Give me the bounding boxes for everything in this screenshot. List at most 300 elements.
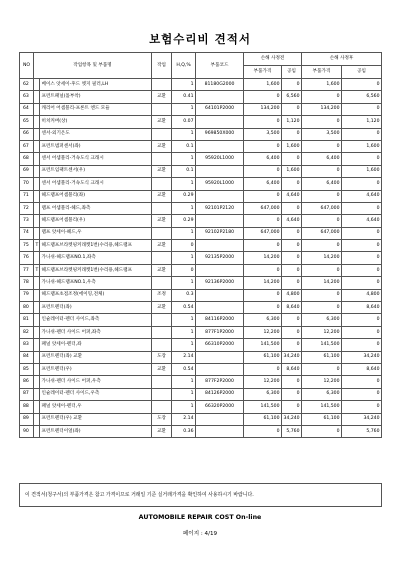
row-part-price-after: 1,600 bbox=[302, 79, 342, 91]
row-part-code: 877F2P2000 bbox=[196, 376, 244, 388]
row-part-price-after: 0 bbox=[302, 190, 342, 202]
row-no: 70 bbox=[20, 178, 34, 190]
header-labor-after: 공임 bbox=[342, 66, 382, 79]
table-row bbox=[20, 351, 382, 363]
row-part-price-after: 6,300 bbox=[302, 388, 342, 400]
table-row bbox=[20, 326, 382, 338]
row-labor-before: 4,640 bbox=[282, 215, 302, 227]
row-part-code: 92102P2180 bbox=[196, 227, 244, 239]
row-no: 81 bbox=[20, 314, 34, 326]
row-item: 히치커버(상) bbox=[40, 116, 152, 128]
row-work: 교환 bbox=[152, 302, 172, 314]
row-hq: 2.14 bbox=[172, 351, 196, 363]
row-labor-after: 0 bbox=[342, 401, 382, 413]
row-labor-before: 0 bbox=[282, 252, 302, 264]
row-hq: 1 bbox=[172, 339, 196, 351]
row-labor-before: 0 bbox=[282, 240, 302, 252]
table-row bbox=[20, 227, 382, 239]
row-labor-after: 0 bbox=[342, 388, 382, 400]
table-row bbox=[20, 264, 382, 276]
row-part-code bbox=[196, 240, 244, 252]
row-labor-before: 8,640 bbox=[282, 363, 302, 375]
row-part-code: 64101P2000 bbox=[196, 103, 244, 115]
header-item: 작업항목 및 부품명 bbox=[34, 53, 152, 79]
row-part-price-after: 61,100 bbox=[302, 351, 342, 363]
row-item: 가니쉬-펜더 사이드 어퍼,우측 bbox=[40, 376, 152, 388]
row-part-price-after: 12,200 bbox=[302, 376, 342, 388]
row-work bbox=[152, 388, 172, 400]
row-part-code bbox=[196, 413, 244, 425]
row-part-price-before: 6,300 bbox=[244, 314, 282, 326]
row-work: 도장 bbox=[152, 351, 172, 363]
row-part-code bbox=[196, 289, 244, 301]
row-item: 센서 어셈블리-거속도식 크래시 bbox=[40, 178, 152, 190]
row-hq: 1 bbox=[172, 227, 196, 239]
row-part-price-after: 0 bbox=[302, 240, 342, 252]
row-item: 헤드램프초점조정(에이밍,전체) bbox=[40, 289, 152, 301]
row-part-price-after: 12,200 bbox=[302, 326, 342, 338]
row-no: 85 bbox=[20, 363, 34, 375]
row-part-price-after: 0 bbox=[302, 302, 342, 314]
row-part-price-after: 3,500 bbox=[302, 128, 342, 140]
row-part-price-before: 0 bbox=[244, 190, 282, 202]
row-part-price-after: 61,100 bbox=[302, 413, 342, 425]
row-part-price-before: 0 bbox=[244, 240, 282, 252]
row-no: 77 bbox=[20, 264, 34, 276]
row-no: 84 bbox=[20, 351, 34, 363]
row-no: 66 bbox=[20, 128, 34, 140]
row-labor-before: 0 bbox=[282, 388, 302, 400]
table-row bbox=[20, 339, 382, 351]
row-part-code: 66310P2000 bbox=[196, 339, 244, 351]
row-no: 90 bbox=[20, 425, 34, 437]
row-part-price-before: 0 bbox=[244, 264, 282, 276]
row-item: 베이스 앗세이-후드 엣지 필러,LH bbox=[40, 79, 152, 91]
row-part-price-before: 0 bbox=[244, 91, 282, 103]
row-labor-before: 0 bbox=[282, 227, 302, 239]
row-labor-after: 4,640 bbox=[342, 190, 382, 202]
row-part-code: 66320P2000 bbox=[196, 401, 244, 413]
row-item: 헤드램프브라켓핑커래캣1번(수리용,헤드램프 bbox=[40, 264, 152, 276]
table-row bbox=[20, 165, 382, 177]
row-hq: 2.14 bbox=[172, 413, 196, 425]
row-labor-before: 4,640 bbox=[282, 190, 302, 202]
row-part-price-before: 0 bbox=[244, 425, 282, 437]
row-part-price-after: 0 bbox=[302, 215, 342, 227]
row-part-code bbox=[196, 302, 244, 314]
table-row bbox=[20, 91, 382, 103]
row-hq: 1 bbox=[172, 376, 196, 388]
price-notice: 이 견적서(청구서)의 부품가격은 참고 가격이므로 거래일 기준 실거래가격을 확인하여 사용하시기 바랍니다. bbox=[19, 483, 382, 507]
estimate-table-container bbox=[19, 52, 381, 438]
row-labor-after: 0 bbox=[342, 339, 382, 351]
row-item: 가니쉬-펜더 사이드 어퍼,좌측 bbox=[40, 326, 152, 338]
header-part-code: 부품코드 bbox=[196, 53, 244, 79]
row-work bbox=[152, 128, 172, 140]
row-part-price-before: 12,200 bbox=[244, 376, 282, 388]
row-labor-after: 0 bbox=[342, 227, 382, 239]
row-part-price-after: 141,500 bbox=[302, 339, 342, 351]
estimate-table bbox=[19, 52, 382, 438]
row-part-code: 84126P2000 bbox=[196, 388, 244, 400]
row-work bbox=[152, 401, 172, 413]
row-part-price-before: 141,500 bbox=[244, 339, 282, 351]
row-labor-before: 1,120 bbox=[282, 116, 302, 128]
row-no: 72 bbox=[20, 202, 34, 214]
header-part-price-after: 부품가격 bbox=[302, 66, 342, 79]
row-item: 헤드램프어셈블리(좌) bbox=[40, 190, 152, 202]
row-labor-after: 0 bbox=[342, 202, 382, 214]
header-part-price-before: 부품가격 bbox=[244, 66, 282, 79]
row-work bbox=[152, 252, 172, 264]
row-hq: 0.3 bbox=[172, 289, 196, 301]
table-row bbox=[20, 277, 382, 289]
row-part-price-after: 0 bbox=[302, 264, 342, 276]
row-labor-after: 0 bbox=[342, 252, 382, 264]
row-part-price-before: 14,200 bbox=[244, 277, 282, 289]
row-item: 프런트펜더(우) 교환 bbox=[40, 413, 152, 425]
footer-title: AUTOMOBILE REPAIR COST On-line bbox=[138, 514, 262, 521]
row-item: 프런트임팩트센서(우) bbox=[40, 165, 152, 177]
row-no: 71 bbox=[20, 190, 34, 202]
row-part-code: 877F1P2000 bbox=[196, 326, 244, 338]
row-hq: 1 bbox=[172, 252, 196, 264]
row-part-price-after: 6,300 bbox=[302, 314, 342, 326]
row-part-code bbox=[196, 116, 244, 128]
row-part-price-after: 0 bbox=[302, 140, 342, 152]
row-labor-before: 6,560 bbox=[282, 91, 302, 103]
row-labor-after: 1,120 bbox=[342, 116, 382, 128]
row-part-price-before: 61,100 bbox=[244, 413, 282, 425]
row-part-price-before: 14,200 bbox=[244, 252, 282, 264]
row-work bbox=[152, 79, 172, 91]
table-row bbox=[20, 388, 382, 400]
table-row bbox=[20, 202, 382, 214]
row-part-price-after: 0 bbox=[302, 289, 342, 301]
row-part-price-before: 6,400 bbox=[244, 153, 282, 165]
row-hq: 1 bbox=[172, 401, 196, 413]
table-row bbox=[20, 103, 382, 115]
row-item: 인슐레이터-펜더 사이드,좌측 bbox=[40, 314, 152, 326]
row-work bbox=[152, 277, 172, 289]
table-row bbox=[20, 376, 382, 388]
row-part-price-before: 647,000 bbox=[244, 227, 282, 239]
row-part-code: 92135P2000 bbox=[196, 252, 244, 264]
header-labor-before: 공임 bbox=[282, 66, 302, 79]
row-no: 79 bbox=[20, 289, 34, 301]
header-hq: H,Q,% bbox=[172, 53, 196, 79]
row-labor-before: 0 bbox=[282, 128, 302, 140]
table-row bbox=[20, 116, 382, 128]
row-work bbox=[152, 202, 172, 214]
row-labor-after: 34,240 bbox=[342, 351, 382, 363]
row-part-price-after: 0 bbox=[302, 116, 342, 128]
row-part-price-before: 0 bbox=[244, 363, 282, 375]
row-item: 램프 앗세이-헤드,우 bbox=[40, 227, 152, 239]
row-part-code bbox=[196, 165, 244, 177]
row-no: 73 bbox=[20, 215, 34, 227]
table-row bbox=[20, 314, 382, 326]
row-no: 80 bbox=[20, 302, 34, 314]
row-work bbox=[152, 376, 172, 388]
row-labor-before: 34,240 bbox=[282, 413, 302, 425]
row-work: 교환 bbox=[152, 215, 172, 227]
row-item: 가니쉬-헤드램프NO.1,우측 bbox=[40, 277, 152, 289]
row-work: 교환 bbox=[152, 91, 172, 103]
row-no: 64 bbox=[20, 103, 34, 115]
row-labor-after: 5,760 bbox=[342, 425, 382, 437]
row-work: 조정 bbox=[152, 289, 172, 301]
row-work bbox=[152, 178, 172, 190]
row-work: 교환 bbox=[152, 240, 172, 252]
row-part-price-after: 0 bbox=[302, 363, 342, 375]
row-work: 교환 bbox=[152, 264, 172, 276]
row-part-code bbox=[196, 264, 244, 276]
row-hq: 1 bbox=[172, 128, 196, 140]
row-labor-before: 5,760 bbox=[282, 425, 302, 437]
row-part-price-after: 0 bbox=[302, 91, 342, 103]
row-labor-before: 0 bbox=[282, 401, 302, 413]
row-no: 76 bbox=[20, 252, 34, 264]
table-body bbox=[20, 79, 382, 438]
row-no: 83 bbox=[20, 339, 34, 351]
row-part-price-after: 0 bbox=[302, 425, 342, 437]
row-no: 62 bbox=[20, 79, 34, 91]
row-no: 78 bbox=[20, 277, 34, 289]
row-hq: 1 bbox=[172, 314, 196, 326]
header-no: NO bbox=[20, 53, 34, 79]
row-labor-before: 0 bbox=[282, 79, 302, 91]
row-item: 헤드램프어셈블리(우) bbox=[40, 215, 152, 227]
row-hq: 1 bbox=[172, 202, 196, 214]
row-labor-after: 4,800 bbox=[342, 289, 382, 301]
table-row bbox=[20, 240, 382, 252]
row-labor-before: 0 bbox=[282, 153, 302, 165]
row-part-price-before: 6,400 bbox=[244, 178, 282, 190]
row-part-price-after: 0 bbox=[302, 165, 342, 177]
page-number: 페이지 : 4/19 bbox=[182, 531, 218, 537]
table-row bbox=[20, 140, 382, 152]
header-before-assessment: 손해 사정전 bbox=[244, 53, 302, 66]
row-labor-after: 0 bbox=[342, 178, 382, 190]
row-labor-before: 0 bbox=[282, 339, 302, 351]
table-row bbox=[20, 190, 382, 202]
row-hq: 0.1 bbox=[172, 165, 196, 177]
row-part-price-before: 1,600 bbox=[244, 79, 282, 91]
row-work bbox=[152, 314, 172, 326]
row-labor-before: 0 bbox=[282, 277, 302, 289]
row-item: 프런트펜더(좌) 교환 bbox=[40, 351, 152, 363]
row-part-code: 95920L1000 bbox=[196, 153, 244, 165]
row-work: 교환 bbox=[152, 425, 172, 437]
row-work: 도장 bbox=[152, 413, 172, 425]
row-labor-before: 34,240 bbox=[282, 351, 302, 363]
row-part-code: 84116P2000 bbox=[196, 314, 244, 326]
row-hq: 1 bbox=[172, 326, 196, 338]
row-item: 센서-외기온도 bbox=[40, 128, 152, 140]
row-part-code bbox=[196, 91, 244, 103]
row-part-price-before: 0 bbox=[244, 215, 282, 227]
row-labor-after: 34,240 bbox=[342, 413, 382, 425]
row-labor-before: 0 bbox=[282, 178, 302, 190]
row-part-price-before: 3,500 bbox=[244, 128, 282, 140]
row-labor-before: 0 bbox=[282, 202, 302, 214]
row-item: 프런트펜더이얼(좌) bbox=[40, 425, 152, 437]
row-work: 교환 bbox=[152, 190, 172, 202]
row-part-code: 92136P2000 bbox=[196, 277, 244, 289]
row-hq: 0 bbox=[172, 264, 196, 276]
row-no: 74 bbox=[20, 227, 34, 239]
row-hq: 1 bbox=[172, 178, 196, 190]
row-work bbox=[152, 326, 172, 338]
row-work bbox=[152, 227, 172, 239]
table-row bbox=[20, 289, 382, 301]
row-part-code bbox=[196, 425, 244, 437]
row-part-price-before: 647,000 bbox=[244, 202, 282, 214]
row-hq: 0.07 bbox=[172, 116, 196, 128]
row-no: 65 bbox=[20, 116, 34, 128]
row-part-code: 81180G2000 bbox=[196, 79, 244, 91]
row-item: 패널 앗세이-펜더,좌 bbox=[40, 339, 152, 351]
row-labor-after: 0 bbox=[342, 153, 382, 165]
row-no: 75 bbox=[20, 240, 34, 252]
row-labor-before: 0 bbox=[282, 314, 302, 326]
row-work: 교환 bbox=[152, 140, 172, 152]
row-hq: 0.1 bbox=[172, 140, 196, 152]
row-item: 프런트펜더(좌) bbox=[40, 302, 152, 314]
row-part-price-after: 14,200 bbox=[302, 277, 342, 289]
header-work: 작업 bbox=[152, 53, 172, 79]
row-item: 프런트범퍼센서(좌) bbox=[40, 140, 152, 152]
header-after-assessment: 손해 사정후 bbox=[302, 53, 382, 66]
table-row bbox=[20, 128, 382, 140]
row-part-price-after: 14,200 bbox=[302, 252, 342, 264]
row-part-price-before: 6,300 bbox=[244, 388, 282, 400]
row-work: 교환 bbox=[152, 363, 172, 375]
row-work bbox=[152, 339, 172, 351]
row-labor-after: 1,600 bbox=[342, 165, 382, 177]
row-mark: T bbox=[34, 240, 40, 252]
row-labor-after: 4,640 bbox=[342, 215, 382, 227]
row-labor-before: 1,600 bbox=[282, 140, 302, 152]
row-part-code: 95920L1000 bbox=[196, 178, 244, 190]
row-labor-before: 4,800 bbox=[282, 289, 302, 301]
row-no: 88 bbox=[20, 401, 34, 413]
row-hq: 0 bbox=[172, 240, 196, 252]
row-hq: 0.36 bbox=[172, 425, 196, 437]
table-row bbox=[20, 153, 382, 165]
row-labor-before: 1,600 bbox=[282, 165, 302, 177]
row-part-code: 969850X000 bbox=[196, 128, 244, 140]
table-row bbox=[20, 302, 382, 314]
row-part-price-before: 0 bbox=[244, 165, 282, 177]
row-labor-after: 8,640 bbox=[342, 363, 382, 375]
row-part-code bbox=[196, 215, 244, 227]
row-no: 86 bbox=[20, 376, 34, 388]
row-part-price-after: 6,400 bbox=[302, 153, 342, 165]
table-row bbox=[20, 363, 382, 375]
row-part-price-before: 134,200 bbox=[244, 103, 282, 115]
row-no: 87 bbox=[20, 388, 34, 400]
row-hq: 0.54 bbox=[172, 363, 196, 375]
row-labor-after: 6,560 bbox=[342, 91, 382, 103]
row-hq: 0.54 bbox=[172, 302, 196, 314]
row-part-price-before: 0 bbox=[244, 302, 282, 314]
row-part-price-after: 6,400 bbox=[302, 178, 342, 190]
row-labor-after: 0 bbox=[342, 240, 382, 252]
row-part-price-after: 647,000 bbox=[302, 227, 342, 239]
row-part-price-after: 134,200 bbox=[302, 103, 342, 115]
row-item: 프런트패널(틀부착) bbox=[40, 91, 152, 103]
row-labor-after: 8,640 bbox=[342, 302, 382, 314]
row-labor-after: 0 bbox=[342, 376, 382, 388]
row-labor-before: 0 bbox=[282, 103, 302, 115]
page-title: 보험수리비 견적서 bbox=[149, 32, 251, 46]
row-labor-after: 1,600 bbox=[342, 140, 382, 152]
row-item: 가니쉬-헤드램프NO.1,좌측 bbox=[40, 252, 152, 264]
row-no: 82 bbox=[20, 326, 34, 338]
row-hq: 1 bbox=[172, 153, 196, 165]
row-part-price-before: 61,100 bbox=[244, 351, 282, 363]
row-labor-before: 0 bbox=[282, 264, 302, 276]
row-part-price-before: 0 bbox=[244, 140, 282, 152]
row-item: 헤드램프브라켓핑커래캣1번(수리용,헤드램프 bbox=[40, 240, 152, 252]
table-row bbox=[20, 413, 382, 425]
row-work: 교환 bbox=[152, 165, 172, 177]
row-hq: 0.29 bbox=[172, 215, 196, 227]
row-labor-after: 0 bbox=[342, 326, 382, 338]
table-row bbox=[20, 401, 382, 413]
row-labor-after: 0 bbox=[342, 128, 382, 140]
row-work: 교환 bbox=[152, 116, 172, 128]
row-part-code bbox=[196, 351, 244, 363]
row-part-code bbox=[196, 363, 244, 375]
row-labor-after: 0 bbox=[342, 103, 382, 115]
row-hq: 1 bbox=[172, 388, 196, 400]
row-no: 89 bbox=[20, 413, 34, 425]
row-labor-before: 0 bbox=[282, 376, 302, 388]
row-hq: 0.29 bbox=[172, 190, 196, 202]
row-no: 69 bbox=[20, 165, 34, 177]
row-part-price-after: 141,500 bbox=[302, 401, 342, 413]
row-item: 센서 어셈블리-거속도식 크래시 bbox=[40, 153, 152, 165]
row-part-price-before: 0 bbox=[244, 116, 282, 128]
row-hq: 1 bbox=[172, 79, 196, 91]
row-item: 패널 앗세이-펜더,우 bbox=[40, 401, 152, 413]
row-hq: 1 bbox=[172, 103, 196, 115]
table-row bbox=[20, 215, 382, 227]
row-part-price-before: 0 bbox=[244, 289, 282, 301]
row-labor-after: 0 bbox=[342, 264, 382, 276]
row-hq: 0.41 bbox=[172, 91, 196, 103]
row-part-code bbox=[196, 140, 244, 152]
row-labor-after: 0 bbox=[342, 277, 382, 289]
row-labor-after: 0 bbox=[342, 79, 382, 91]
row-part-code: 92101P2120 bbox=[196, 202, 244, 214]
row-part-code bbox=[196, 190, 244, 202]
table-row bbox=[20, 252, 382, 264]
row-no: 68 bbox=[20, 153, 34, 165]
row-labor-before: 0 bbox=[282, 326, 302, 338]
row-no: 67 bbox=[20, 140, 34, 152]
row-work bbox=[152, 103, 172, 115]
row-part-price-after: 647,000 bbox=[302, 202, 342, 214]
table-row bbox=[20, 425, 382, 437]
row-item: 램프 어셈블리-헤드,좌측 bbox=[40, 202, 152, 214]
row-part-price-before: 12,200 bbox=[244, 326, 282, 338]
table-row bbox=[20, 79, 382, 91]
row-labor-after: 0 bbox=[342, 314, 382, 326]
